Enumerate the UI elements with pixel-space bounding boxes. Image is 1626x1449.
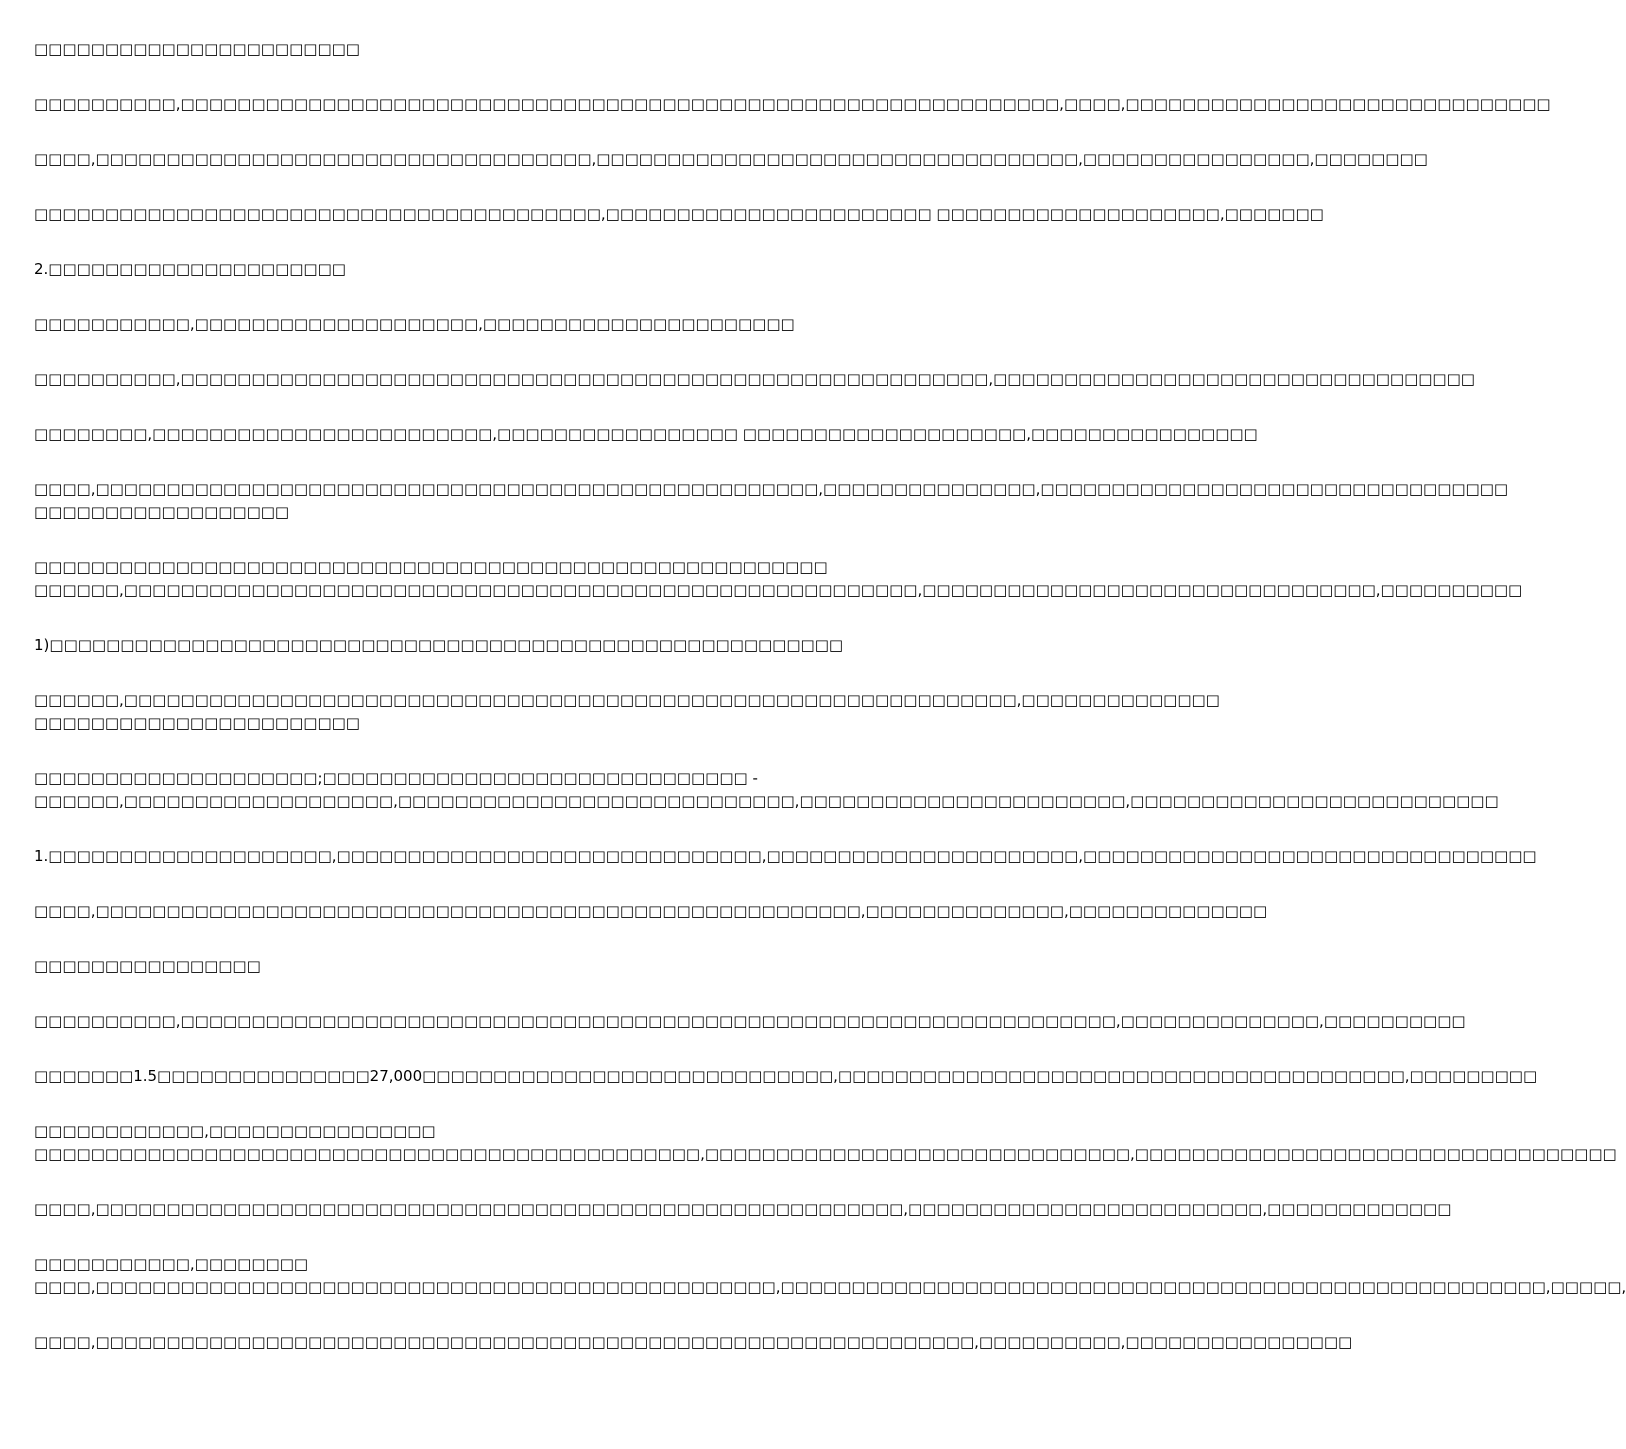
- text-line: □□□□□□□□□□□□□□□□□□□□;□□□□□□□□□□□□□□□□□□□□□□□□□□□□□□ -: [34, 769, 758, 787]
- text-line: □□□□□□□□□□□,□□□□□□□□: [34, 1255, 309, 1273]
- text-line: □□□□□□□□□□,□□□□□□□□□□□□□□□□□□□□□□□□□□□□□□□□□□□□□□□□□□□□□□□□□□□□□□□□□□□□□□,□□□□,□□□□□□□□□□□□□□□□□□□□□□□□□□□□□□: [34, 95, 1551, 113]
- text-line: □□□□□□,□□□□□□□□□□□□□□□□□□□,□□□□□□□□□□□□□□□□□□□□□□□□□□□□,□□□□□□□□□□□□□□□□□□□□□□□,□□□□□□□□□□□□□□□□□□□□□□□□□□: [34, 792, 1499, 810]
- text-line: □□□□,□□□□□□□□□□□□□□□□□□□□□□□□□□□□□□□□□□□□□□□□□□□□□□□□□□□□□□,□□□□□□□□□□□□□□,□□□□□□□□□□□□□□: [34, 902, 1268, 920]
- text-line: □□□□□□□□□□□□□□□□□□□□□□□□□□□□□□□□□□□□□□□□□□□□□□□,□□□□□□□□□□□□□□□□□□□□□□□□□□□□□□,□□□□□□□□□□□□□□□□□□□□□□□□□□□□□□□□□□: [34, 1145, 1617, 1163]
- text-line: □□□□□□□1.5□□□□□□□□□□□□□□□27,000□□□□□□□□□□□□□□□□□□□□□□□□□□□□□,□□□□□□□□□□□□□□□□□□□□□□□□□□□□□□□□□□□□□□□□,□□□□□□□□□: [34, 1067, 1538, 1085]
- text-line: □□□□,□□□□□□□□□□□□□□□□□□□□□□□□□□□□□□□□□□□□□□□□□□□□□□□□□□□□□□□□□,□□□□□□□□□□□□□□□□□□□□□□□□□,□□□□□□□□□□□□□: [34, 1200, 1452, 1218]
- text-line: □□□□,□□□□□□□□□□□□□□□□□□□□□□□□□□□□□□□□□□□□□□□□□□□□□□□□□□□,□□□□□□□□□□□□□□□,□□□□□□□□□□□□□□□□□□□□□□□□□□□□□□□□□: [34, 480, 1509, 498]
- text-line: □□□□□□□□□□□□□□□□□□□□□□□□□□□□□□□□□□□□□□□□,□□□□□□□□□□□□□□□□□□□□□□□ □□□□□□□□□□□□□□□□□□□□,□□□□□□□: [34, 205, 1324, 223]
- text-line: □□□□□□□□□□□□□□□□□□□□□□□□□□□□□□□□□□□□□□□□□□□□□□□□□□□□□□□□: [34, 558, 828, 576]
- text-line: □□□□□□□□,□□□□□□□□□□□□□□□□□□□□□□□□,□□□□□□□□□□□□□□□□□ □□□□□□□□□□□□□□□□□□□□,□□□□□□□□□□□□□□□□: [34, 425, 1258, 443]
- text-line: □□□□,□□□□□□□□□□□□□□□□□□□□□□□□□□□□□□□□□□□,□□□□□□□□□□□□□□□□□□□□□□□□□□□□□□□□□□,□□□□□□□□□□□□□□□□,□□□□□□□□: [34, 150, 1428, 168]
- text-line: □□□□□□□□□□□□□□□□□□□□□□□: [34, 714, 360, 732]
- text-line: □□□□□□□□□□,□□□□□□□□□□□□□□□□□□□□□□□□□□□□□□□□□□□□□□□□□□□□□□□□□□□□□□□□□,□□□□□□□□□□□□□□□□□□□□□□□□□□□□□□□□□□: [34, 370, 1475, 388]
- text-line: □□□□□□□□□□□□□□□□□□: [34, 503, 290, 521]
- text-line: □□□□□□,□□□□□□□□□□□□□□□□□□□□□□□□□□□□□□□□□□□□□□□□□□□□□□□□□□□□□□□□,□□□□□□□□□□□□□□□□□□□□□□□□□□□□□□□□,□□□□□□□□□□: [34, 581, 1523, 599]
- text-line: □□□□□□□□□□□□,□□□□□□□□□□□□□□□□: [34, 1122, 436, 1140]
- document-body: [34, 38, 1626, 1354]
- text-line: □□□□□□□□□□,□□□□□□□□□□□□□□□□□□□□□□□□□□□□□□□□□□□□□□□□□□□□□□□□□□□□□□□□□□□□□□□□□□,□□□□□□□□□□□□□□,□□□□□□□□□□: [34, 1012, 1466, 1030]
- text-line: □□□□□□□□□□□□□□□□□□□□□□□: [34, 40, 360, 58]
- text-line: □□□□□□□□□□□,□□□□□□□□□□□□□□□□□□□□,□□□□□□□□□□□□□□□□□□□□□□: [34, 315, 795, 333]
- text-line: □□□□,□□□□□□□□□□□□□□□□□□□□□□□□□□□□□□□□□□□□□□□□□□□□□□□□,□□□□□□□□□□□□□□□□□□□□□□□□□□□□□□□□□□□□□□□□□□□□□□□□□□□□□□,□□□□□,: [34, 1278, 1626, 1296]
- section-heading: □□□□□□□□□□□□□□□□: [34, 957, 261, 975]
- list-item: 1.□□□□□□□□□□□□□□□□□□□□,□□□□□□□□□□□□□□□□□□□□□□□□□□□□□□,□□□□□□□□□□□□□□□□□□□□□□,□□□□□□□□□□□□□□□□□□□□□□□□□□□□□□□□: [34, 847, 1537, 865]
- text-line: □□□□,□□□□□□□□□□□□□□□□□□□□□□□□□□□□□□□□□□□□□□□□□□□□□□□□□□□□□□□□□□□□□□,□□□□□□□□□□,□□□□□□□□□□□□□□□□: [34, 1333, 1353, 1351]
- text-line: □□□□□□,□□□□□□□□□□□□□□□□□□□□□□□□□□□□□□□□□□□□□□□□□□□□□□□□□□□□□□□□□□□□□□□,□□□□□□□□□□□□□□: [34, 691, 1220, 709]
- list-item: 1)□□□□□□□□□□□□□□□□□□□□□□□□□□□□□□□□□□□□□□□□□□□□□□□□□□□□□□□□: [34, 636, 844, 654]
- section-heading: 2.□□□□□□□□□□□□□□□□□□□□□: [34, 260, 346, 278]
